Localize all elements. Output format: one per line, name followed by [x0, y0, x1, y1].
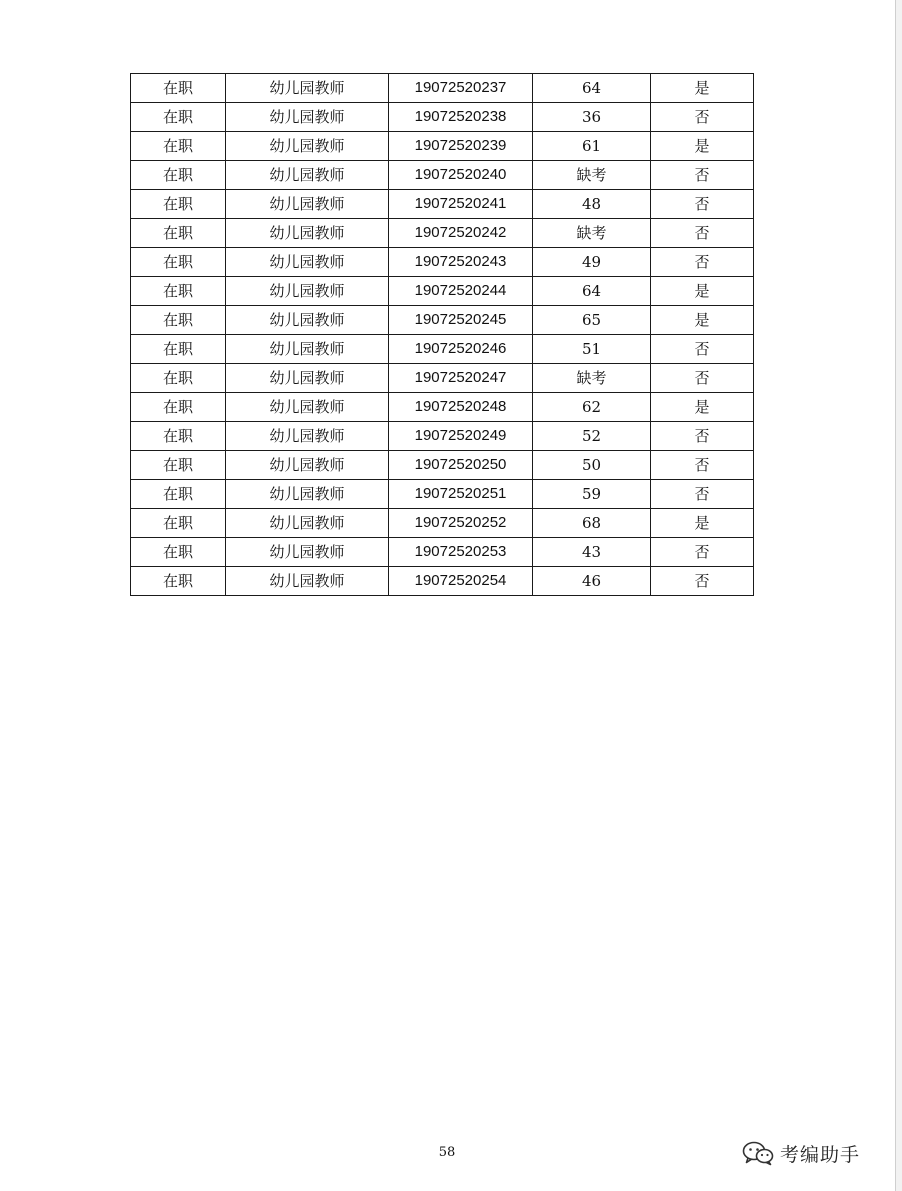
table-row	[131, 190, 754, 219]
cell-status: 在职	[131, 422, 226, 451]
table-row	[131, 538, 754, 567]
table-row	[131, 132, 754, 161]
cell-pass: 否	[651, 335, 754, 364]
table-row	[131, 277, 754, 306]
cell-status: 在职	[131, 103, 226, 132]
cell-status: 在职	[131, 132, 226, 161]
cell-exam-id: 19072520249	[389, 422, 533, 451]
cell-pass: 否	[651, 567, 754, 596]
cell-score: 36	[533, 103, 651, 132]
cell-status: 在职	[131, 509, 226, 538]
cell-pass: 否	[651, 451, 754, 480]
cell-exam-id: 19072520244	[389, 277, 533, 306]
table-row	[131, 509, 754, 538]
watermark-text: 考编助手	[780, 1143, 861, 1166]
cell-pass: 是	[651, 393, 754, 422]
table-row	[131, 219, 754, 248]
cell-score: 59	[533, 480, 651, 509]
watermark	[742, 1138, 860, 1168]
cell-pass: 是	[651, 509, 754, 538]
cell-exam-id: 19072520243	[389, 248, 533, 277]
cell-status: 在职	[131, 74, 226, 103]
cell-score: 62	[533, 393, 651, 422]
cell-score: 43	[533, 538, 651, 567]
cell-score: 48	[533, 190, 651, 219]
cell-pass: 否	[651, 538, 754, 567]
cell-position: 幼儿园教师	[226, 161, 389, 190]
cell-position: 幼儿园教师	[226, 103, 389, 132]
cell-score: 缺考	[533, 219, 651, 248]
cell-exam-id: 19072520250	[389, 451, 533, 480]
cell-position: 幼儿园教师	[226, 219, 389, 248]
cell-position: 幼儿园教师	[226, 538, 389, 567]
cell-status: 在职	[131, 190, 226, 219]
table-row	[131, 248, 754, 277]
cell-score: 68	[533, 509, 651, 538]
cell-status: 在职	[131, 219, 226, 248]
cell-pass: 是	[651, 132, 754, 161]
cell-status: 在职	[131, 538, 226, 567]
cell-position: 幼儿园教师	[226, 277, 389, 306]
table-row	[131, 422, 754, 451]
cell-exam-id: 19072520242	[389, 219, 533, 248]
cell-status: 在职	[131, 277, 226, 306]
cell-score: 51	[533, 335, 651, 364]
table-row	[131, 74, 754, 103]
cell-score: 缺考	[533, 161, 651, 190]
page-edge	[895, 0, 896, 1191]
cell-score: 50	[533, 451, 651, 480]
cell-exam-id: 19072520241	[389, 190, 533, 219]
table-row	[131, 161, 754, 190]
cell-exam-id: 19072520246	[389, 335, 533, 364]
cell-pass: 否	[651, 190, 754, 219]
cell-pass: 是	[651, 74, 754, 103]
cell-pass: 否	[651, 219, 754, 248]
cell-exam-id: 19072520253	[389, 538, 533, 567]
cell-position: 幼儿园教师	[226, 480, 389, 509]
cell-pass: 否	[651, 480, 754, 509]
cell-status: 在职	[131, 161, 226, 190]
cell-pass: 是	[651, 306, 754, 335]
cell-position: 幼儿园教师	[226, 393, 389, 422]
cell-exam-id: 19072520248	[389, 393, 533, 422]
cell-pass: 否	[651, 422, 754, 451]
cell-position: 幼儿园教师	[226, 509, 389, 538]
cell-pass: 否	[651, 103, 754, 132]
cell-status: 在职	[131, 306, 226, 335]
table-row	[131, 451, 754, 480]
table-row	[131, 103, 754, 132]
cell-status: 在职	[131, 393, 226, 422]
cell-status: 在职	[131, 335, 226, 364]
table-row	[131, 567, 754, 596]
cell-position: 幼儿园教师	[226, 335, 389, 364]
table-row	[131, 364, 754, 393]
cell-status: 在职	[131, 480, 226, 509]
table-body	[131, 74, 754, 596]
cell-status: 在职	[131, 567, 226, 596]
cell-score: 64	[533, 277, 651, 306]
cell-score: 64	[533, 74, 651, 103]
table-row	[131, 335, 754, 364]
cell-score: 缺考	[533, 364, 651, 393]
cell-exam-id: 19072520239	[389, 132, 533, 161]
cell-exam-id: 19072520254	[389, 567, 533, 596]
cell-status: 在职	[131, 451, 226, 480]
cell-score: 49	[533, 248, 651, 277]
cell-position: 幼儿园教师	[226, 190, 389, 219]
cell-pass: 否	[651, 248, 754, 277]
cell-status: 在职	[131, 248, 226, 277]
cell-pass: 否	[651, 364, 754, 393]
cell-score: 46	[533, 567, 651, 596]
cell-position: 幼儿园教师	[226, 248, 389, 277]
cell-exam-id: 19072520252	[389, 509, 533, 538]
table-row	[131, 480, 754, 509]
score-table	[130, 73, 754, 596]
page-edge-shadow	[896, 0, 902, 1191]
cell-position: 幼儿园教师	[226, 364, 389, 393]
table-row	[131, 393, 754, 422]
cell-pass: 是	[651, 277, 754, 306]
cell-position: 幼儿园教师	[226, 422, 389, 451]
cell-score: 61	[533, 132, 651, 161]
cell-score: 52	[533, 422, 651, 451]
cell-score: 65	[533, 306, 651, 335]
cell-position: 幼儿园教师	[226, 74, 389, 103]
cell-exam-id: 19072520251	[389, 480, 533, 509]
cell-exam-id: 19072520238	[389, 103, 533, 132]
cell-position: 幼儿园教师	[226, 132, 389, 161]
cell-pass: 否	[651, 161, 754, 190]
table-row	[131, 306, 754, 335]
cell-exam-id: 19072520245	[389, 306, 533, 335]
cell-position: 幼儿园教师	[226, 567, 389, 596]
cell-exam-id: 19072520237	[389, 74, 533, 103]
cell-status: 在职	[131, 364, 226, 393]
cell-exam-id: 19072520240	[389, 161, 533, 190]
cell-exam-id: 19072520247	[389, 364, 533, 393]
cell-position: 幼儿园教师	[226, 451, 389, 480]
page-number: 58	[438, 1145, 456, 1160]
cell-position: 幼儿园教师	[226, 306, 389, 335]
wechat-icon	[742, 1140, 774, 1166]
